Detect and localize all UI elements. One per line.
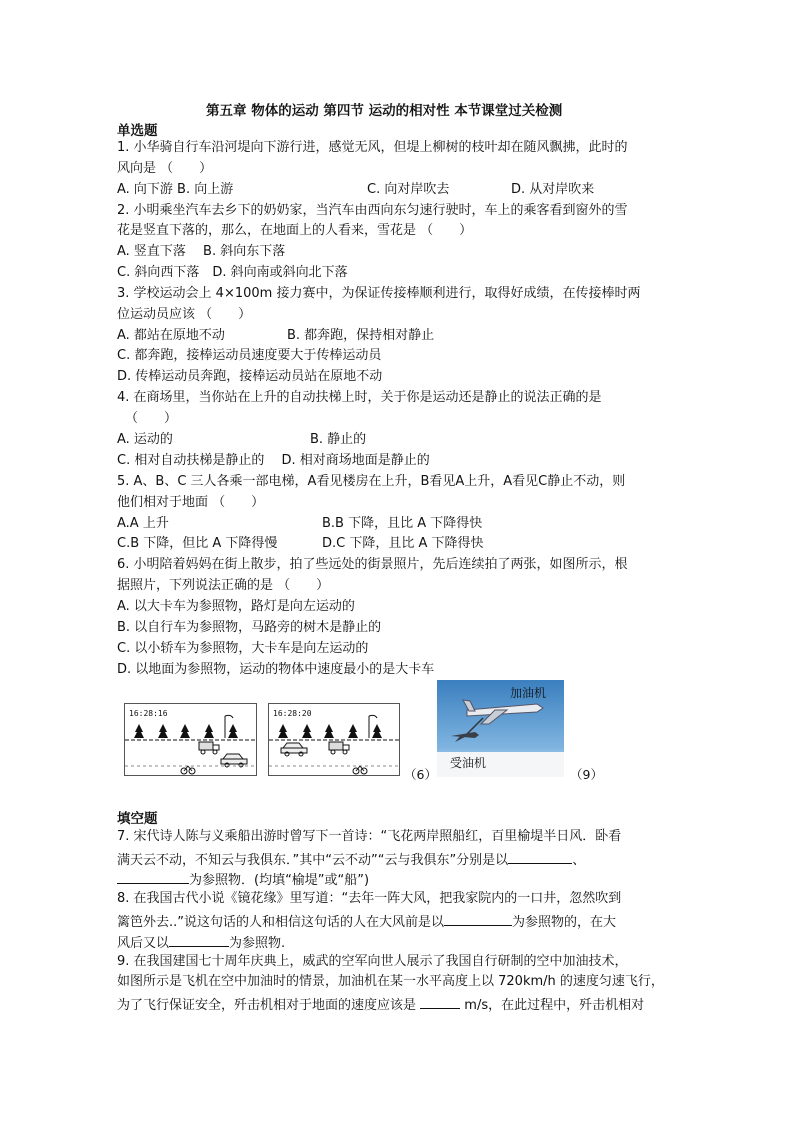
question-8-line-2-text-b: 为参照物的，在大	[512, 915, 617, 930]
question-7-line-3-text: 为参照物．(均填“榆堤”或“船”)	[189, 873, 370, 888]
street-scene-1-illustration	[125, 704, 256, 775]
car-icon	[281, 743, 307, 756]
question-9-line-3-text-b: m/s，在此过程中，歼击机相对	[464, 998, 645, 1013]
question-8-line-3	[117, 932, 285, 953]
photo-1-timestamp: 16:28:16	[129, 709, 168, 718]
street-photo-2	[268, 703, 400, 776]
truck-icon	[329, 742, 349, 754]
question-8-blank-1[interactable]	[444, 911, 512, 926]
question-7-line-3	[117, 869, 369, 890]
question-6-option-b: B. 以自行车为参照物，马路旁的树木是静止的	[117, 620, 382, 635]
aerial-refueling-illustration	[437, 680, 564, 777]
question-7-line-2-end: 、	[572, 853, 586, 868]
question-5-option-d: D.C 下降，且比 A 下降得快	[322, 536, 484, 551]
photo-2-timestamp: 16:28:20	[273, 709, 312, 718]
question-8-line-2	[117, 911, 616, 932]
car-icon	[221, 754, 247, 767]
tanker-label: 加油机	[510, 686, 547, 700]
question-7-line-2-text: 满天云不动，不知云与我俱东．”其中“云不动”“云与我俱东”分别是以	[117, 853, 509, 868]
question-3-line-2: 位运动员应该 （ ）	[117, 307, 252, 322]
question-7-line-2	[117, 849, 585, 870]
question-6-line-2: 据照片，下列说法正确的是 （ ）	[117, 578, 330, 593]
street-photo-1	[124, 703, 257, 776]
question-5-option-a: A.A 上升	[117, 516, 169, 531]
question-2-line-1: 2. 小明乘坐汽车去乡下的奶奶家，当汽车由西向东匀速行驶时，车上的乘客看到窗外的雪	[117, 203, 628, 218]
question-7-line-1: 7. 宋代诗人陈与义乘船出游时曾写下一首诗：“飞花两岸照船红，百里榆堤半日风．卧看	[117, 829, 622, 844]
tree-row-icon	[134, 724, 238, 738]
question-3-line-1: 3. 学校运动会上 4×100m 接力赛中，为保证传接棒顺利进行，取得好成绩，在传接棒时两	[117, 286, 641, 301]
truck-icon	[199, 742, 219, 754]
question-1-option-d: D. 从对岸吹来	[511, 182, 595, 197]
question-1-line-1: 1. 小华骑自行车沿河堤向下游行进，感觉无风，但堤上柳树的枝叶却在随风飘拂，此时的	[117, 140, 628, 155]
question-4-options-cd: C. 相对自动扶梯是静止的 D. 相对商场地面是静止的	[117, 453, 430, 468]
question-1-options-ab: A. 向下游 B. 向上游	[117, 182, 234, 197]
question-6-option-d: D. 以地面为参照物，运动的物体中速度最小的是大卡车	[117, 662, 435, 677]
question-3-option-d: D. 传棒运动员奔跑，接棒运动员站在原地不动	[117, 369, 383, 384]
question-6-option-c: C. 以小轿车为参照物，大卡车是向左运动的	[117, 641, 369, 656]
bicycle-icon	[181, 766, 195, 774]
question-3-option-b: B. 都奔跑，保持相对静止	[287, 328, 435, 343]
question-9-line-3	[117, 994, 644, 1015]
question-5-line-1: 5. A、B、C 三人各乘一部电梯，A看见楼房在上升，B看见A上升，A看见C静止不动，则	[117, 474, 626, 489]
question-8-line-3-text-a: 风后又以	[117, 936, 170, 951]
question-9-line-1: 9. 在我国建国七十周年庆典上，威武的空军向世人展示了我国自行研制的空中加油技术，	[117, 954, 628, 969]
question-4-line-1: 4. 在商场里，当你站在上升的自动扶梯上时，关于你是运动还是静止的说法正确的是	[117, 390, 602, 405]
question-1-option-c: C. 向对岸吹去	[367, 182, 450, 197]
question-8-line-2-text-a: 篱笆外去..”说这句话的人和相信这句话的人在大风前是以	[117, 915, 444, 930]
question-5-option-c: C.B 下降，但比 A 下降得慢	[117, 536, 278, 551]
question-1-line-2: 风向是 （ ）	[117, 161, 213, 176]
question-2-options-cd: C. 斜向西下落 D. 斜向南或斜向北下落	[117, 265, 348, 280]
question-3-option-c: C. 都奔跑，接棒运动员速度要大于传棒运动员	[117, 348, 382, 363]
question-9-blank[interactable]	[420, 994, 460, 1009]
question-8-line-1: 8. 在我国古代小说《镜花缘》里写道：“去年一阵大风，把我家院内的一口井，忽然吹到	[117, 891, 622, 906]
question-4-option-b: B. 静止的	[310, 432, 367, 447]
section-heading-single-choice: 单选题	[117, 123, 158, 139]
question-7-blank-2[interactable]	[117, 869, 189, 884]
question-6-option-a: A. 以大卡车为参照物，路灯是向左运动的	[117, 599, 355, 614]
question-3-option-a: A. 都站在原地不动	[117, 328, 225, 343]
aerial-refueling-photo	[437, 680, 564, 777]
question-2-line-2: 花是竖直下落的，那么，在地面上的人看来，雪花是 （ ）	[117, 223, 473, 238]
receiver-label: 受油机	[450, 756, 487, 770]
question-6-line-1: 6. 小明陪着妈妈在街上散步，拍了些远处的街景照片，先后连续拍了两张，如图所示，根	[117, 557, 628, 572]
question-2-options-ab: A. 竖直下落 B. 斜向东下落	[117, 244, 286, 259]
section-heading-fill-in: 填空题	[117, 811, 158, 827]
question-5-line-2: 他们相对于地面 （ ）	[117, 495, 265, 510]
question-9-line-2: 如图所示是飞机在空中加油时的情景，加油机在某一水平高度上以 720km/h 的速度匀速飞行，	[117, 974, 664, 989]
question-7-blank-1[interactable]	[508, 849, 572, 864]
page-title: 第五章 物体的运动 第四节 运动的相对性 本节课堂过关检测	[206, 103, 563, 119]
question-5-option-b: B.B 下降，且比 A 下降得快	[322, 516, 483, 531]
question-8-blank-2[interactable]	[169, 932, 229, 947]
figure-9-label: （9）	[570, 767, 603, 782]
question-8-line-3-text-b: 为参照物.	[229, 936, 286, 951]
street-scene-2-illustration	[269, 704, 399, 775]
question-4-option-a: A. 运动的	[117, 432, 173, 447]
question-4-line-2: （ ）	[125, 411, 178, 426]
tree-row-icon	[278, 724, 382, 738]
question-9-line-3-text-a: 为了飞行保证安全，歼击机相对于地面的速度应该是	[117, 998, 417, 1013]
figure-6-label: （6）	[404, 767, 437, 782]
bicycle-icon	[353, 766, 367, 774]
